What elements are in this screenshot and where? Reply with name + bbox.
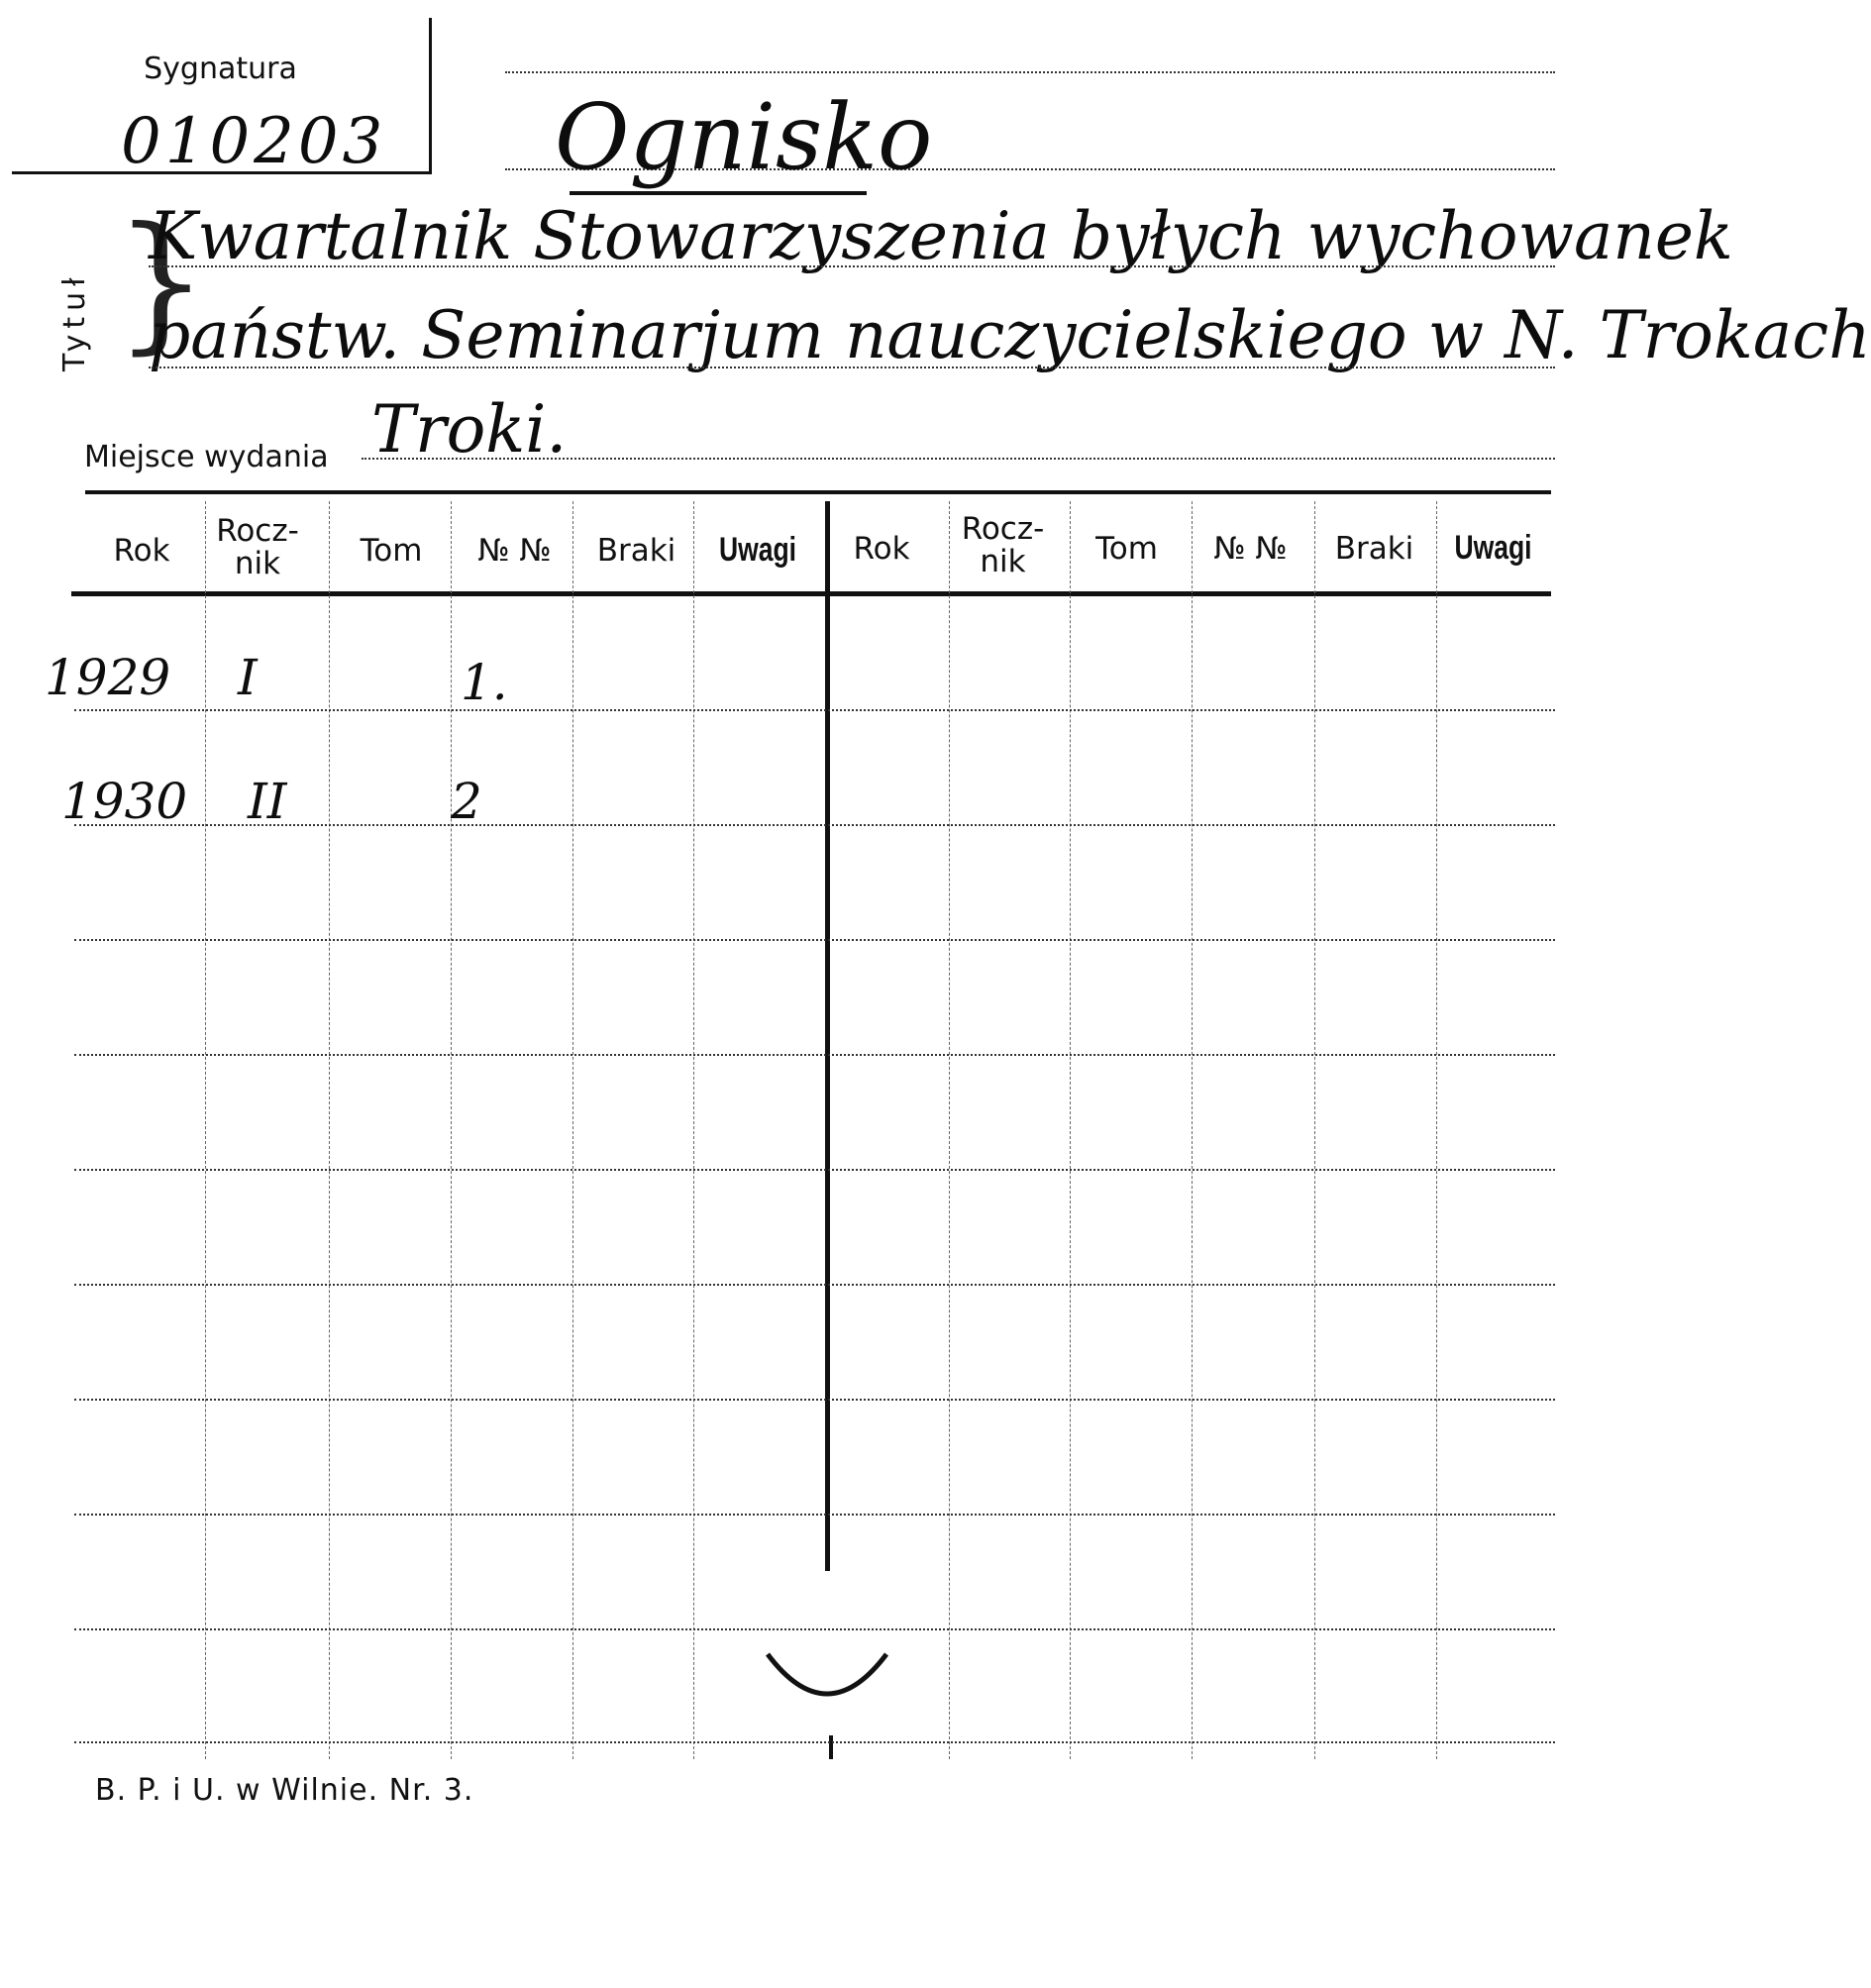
column-separator [949,501,950,1759]
header-numery-right: № № [1213,531,1288,567]
header-rok-left: Rok [113,533,170,569]
signature-box [12,18,432,178]
row-2-rocznik: II [248,773,287,830]
row-1-rocznik: I [238,649,258,706]
place-dotted-line [362,458,1555,460]
center-arc [763,1624,891,1724]
title-field-label: Tytuł [57,271,92,371]
section-rule [85,490,1551,494]
row-line [74,1284,1555,1286]
header-uwagi-left: Uwagi [718,531,797,569]
center-divider [825,501,830,1571]
place-value: Troki. [371,391,568,468]
brace-icon: } [114,196,209,368]
row-2-rok: 1930 [61,773,188,830]
signature-label: Sygnatura [144,52,297,86]
row-1-rok: 1929 [45,649,171,706]
subtitle-line-1: Kwartalnik Stowarzyszenia byłych wychowanek [149,198,1733,274]
header-braki-right: Braki [1334,531,1414,567]
column-separator [329,501,330,1759]
subtitle-line-2: państw. Seminarjum nauczycielskiego w N. Trokach [149,297,1871,373]
periodical-title: Ognisko [555,84,933,190]
row-line [74,1054,1555,1056]
title-underline [570,191,867,195]
subtitle-dotted-line-1 [149,265,1555,267]
row-2-numery: 2 [451,773,482,830]
header-rok-right: Rok [853,531,910,567]
top-dotted-line [505,71,1555,73]
row-line [74,1169,1555,1171]
header-rule [71,591,1551,596]
header-braki-left: Braki [596,533,676,569]
column-separator [1436,501,1437,1759]
header-tom-right: Tom [1095,531,1158,567]
header-uwagi-right: Uwagi [1454,529,1532,567]
header-rocznik-left: Rocz- nik [216,513,299,581]
column-separator [693,501,694,1759]
column-separator [1314,501,1315,1759]
header-rocznik-right: Rocz- nik [961,511,1045,579]
row-line [74,824,1555,826]
header-numery-left: № № [477,533,552,569]
center-tick [829,1735,833,1759]
row-line [74,939,1555,941]
subtitle-dotted-line-2 [149,366,1555,368]
signature-value: 010203 [121,105,387,178]
place-label: Miejsce wydania [84,440,329,474]
printer-footer: B. P. i U. w Wilnie. Nr. 3. [95,1773,474,1808]
row-line [74,709,1555,711]
row-line [74,1628,1555,1630]
column-separator [572,501,573,1759]
column-separator [1070,501,1071,1759]
column-separator [205,501,206,1759]
row-line [74,1399,1555,1401]
column-separator [1192,501,1193,1759]
header-tom-left: Tom [360,533,423,569]
column-separator [451,501,452,1759]
row-line [74,1514,1555,1516]
row-line [74,1741,1555,1743]
row-1-numery: 1. [461,654,508,711]
